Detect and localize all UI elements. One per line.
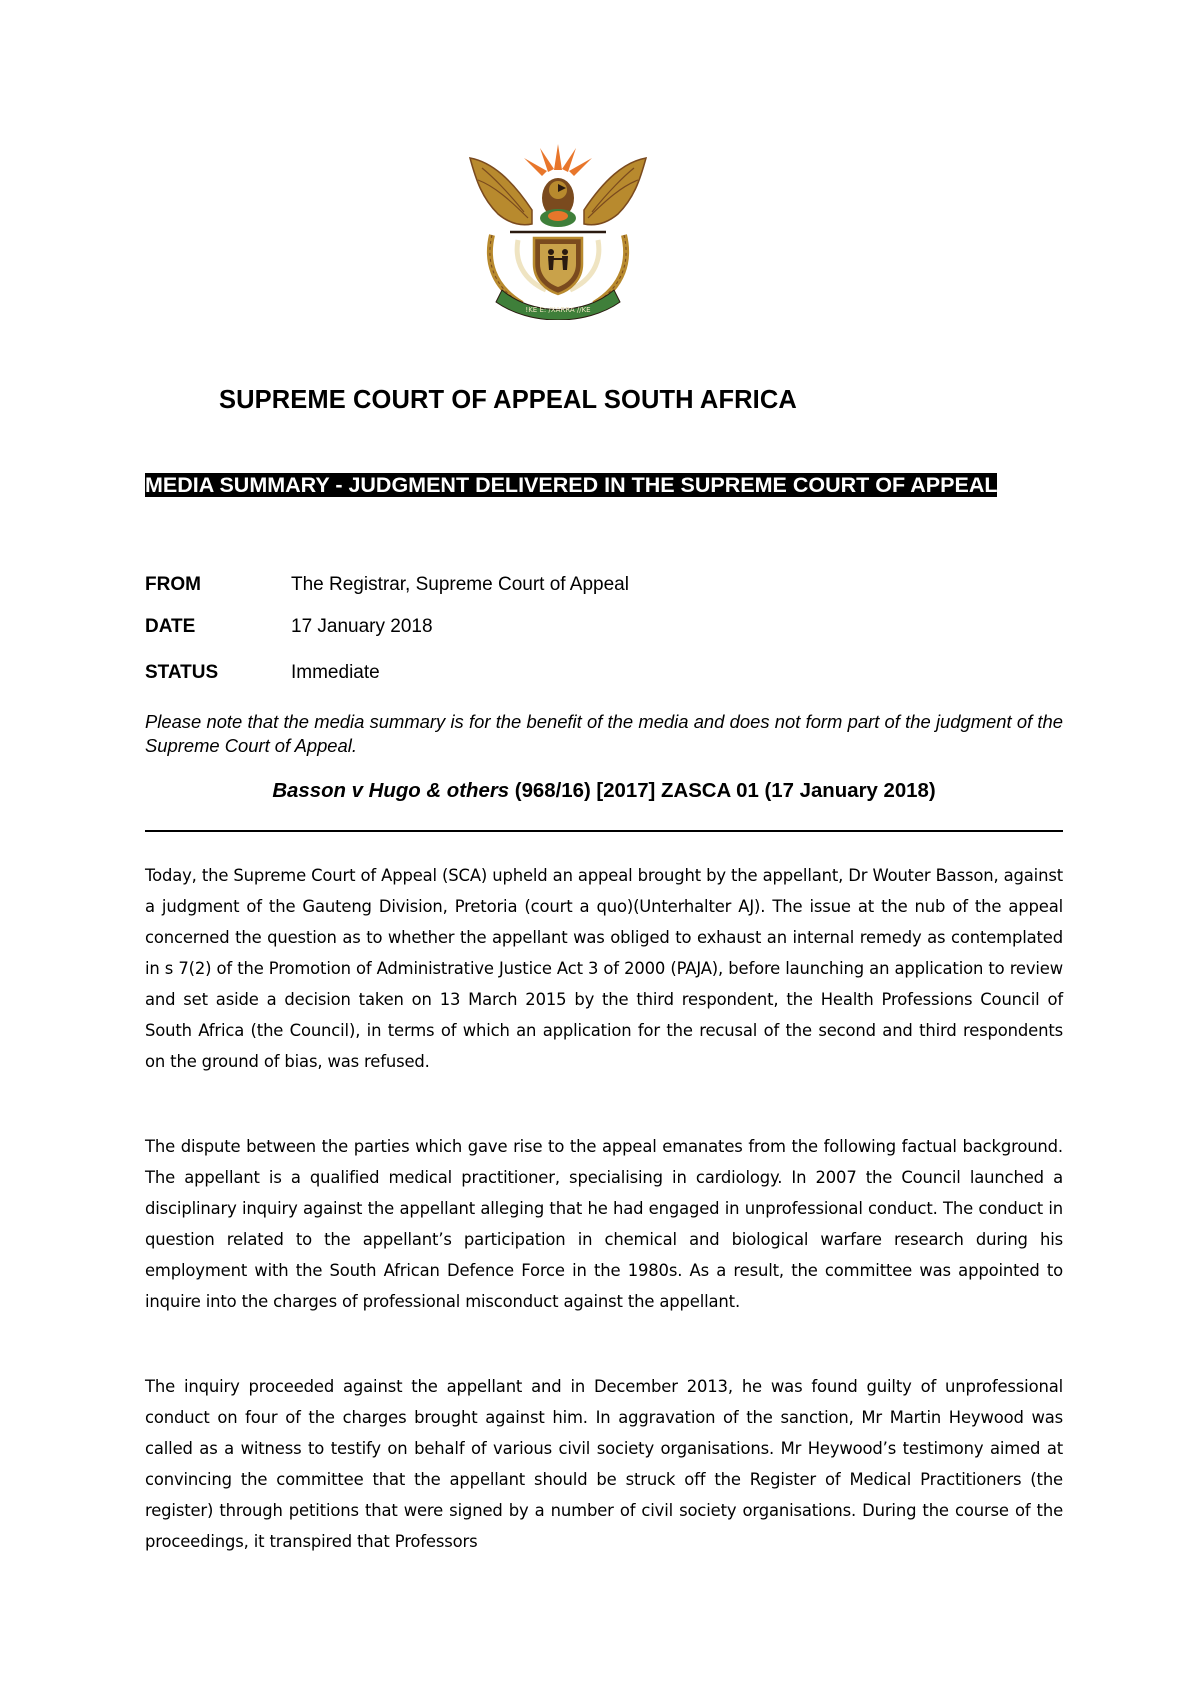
left-wing bbox=[470, 158, 532, 225]
case-citation bbox=[145, 780, 1063, 803]
media-summary-highlight: MEDIA SUMMARY - JUDGMENT DELIVERED IN THE SUPREME COURT OF APPEAL bbox=[145, 473, 998, 497]
date-label: DATE bbox=[145, 616, 196, 637]
disclaimer-note: Please note that the media summary is for the benefit of the media and does not form part of the judgment of the Supreme Court of Appeal. bbox=[145, 711, 1063, 756]
sun-rays bbox=[524, 144, 592, 176]
crest-motto: !KE E: /XARRA //KE bbox=[525, 306, 591, 314]
media-summary-heading bbox=[145, 470, 1063, 500]
court-title: SUPREME COURT OF APPEAL SOUTH AFRICA bbox=[219, 386, 797, 414]
case-reference: (968/16) [2017] ZASCA 01 (17 January 2018) bbox=[509, 780, 936, 802]
date-value: 17 January 2018 bbox=[291, 616, 433, 637]
from-label: FROM bbox=[145, 574, 201, 595]
south-africa-coat-of-arms-icon bbox=[462, 140, 654, 320]
body-paragraph: The inquiry proceeded against the appellant and in December 2013, he was found guilty of unprofessional conduct on four of the charges brought against him. In aggravation of the sanction, Mr Martin Heywood was called as a witness to testify on behalf of various civil society organisations. Mr Heywood’s testimony aimed at convincing the committee that the appellant should be struck off the Register of Medical Practitioners (the register) through petitions that were signed by a number of civil society organisations. During the course of the proceedings, it transpired that Professors bbox=[145, 1377, 1063, 1551]
status-value: Immediate bbox=[291, 662, 380, 683]
status-label: STATUS bbox=[145, 662, 219, 683]
body-paragraph: The dispute between the parties which gave rise to the appeal emanates from the following factual background. The appellant is a qualified medical practitioner, specialising in cardiology. In 2007 the Council launched a disciplinary inquiry against the appellant alleging that he had engaged in unprofessional conduct. The conduct in question related to the appellant’s participation in chemical and biological warfare research during his employment with the South African Defence Force in the 1980s. As a result, the committee was appointed to inquire into the charges of professional misconduct against the appellant. bbox=[145, 1137, 1063, 1311]
case-name: Basson v Hugo & others bbox=[272, 780, 510, 802]
horizontal-rule bbox=[145, 830, 1063, 832]
body-paragraph: Today, the Supreme Court of Appeal (SCA) upheld an appeal brought by the appellant, Dr Wouter Basson, against a judgment of the Gauteng Division, Pretoria (court a quo)(Unterhalter AJ). The issue at the nub of the appeal concerned the question as to whether the appellant was obliged to exhaust an internal remedy as contemplated in s 7(2) of the Promotion of Administrative Justice Act 3 of 2000 (PAJA), before launching an application to review and set aside a decision taken on 13 March 2015 by the third respondent, the Health Professions Council of South Africa (the Council), in terms of which an application for the recusal of the second and third respondents on the ground of bias, was refused. bbox=[145, 866, 1063, 1071]
right-wing bbox=[584, 158, 646, 225]
from-value: The Registrar, Supreme Court of Appeal bbox=[291, 574, 629, 595]
